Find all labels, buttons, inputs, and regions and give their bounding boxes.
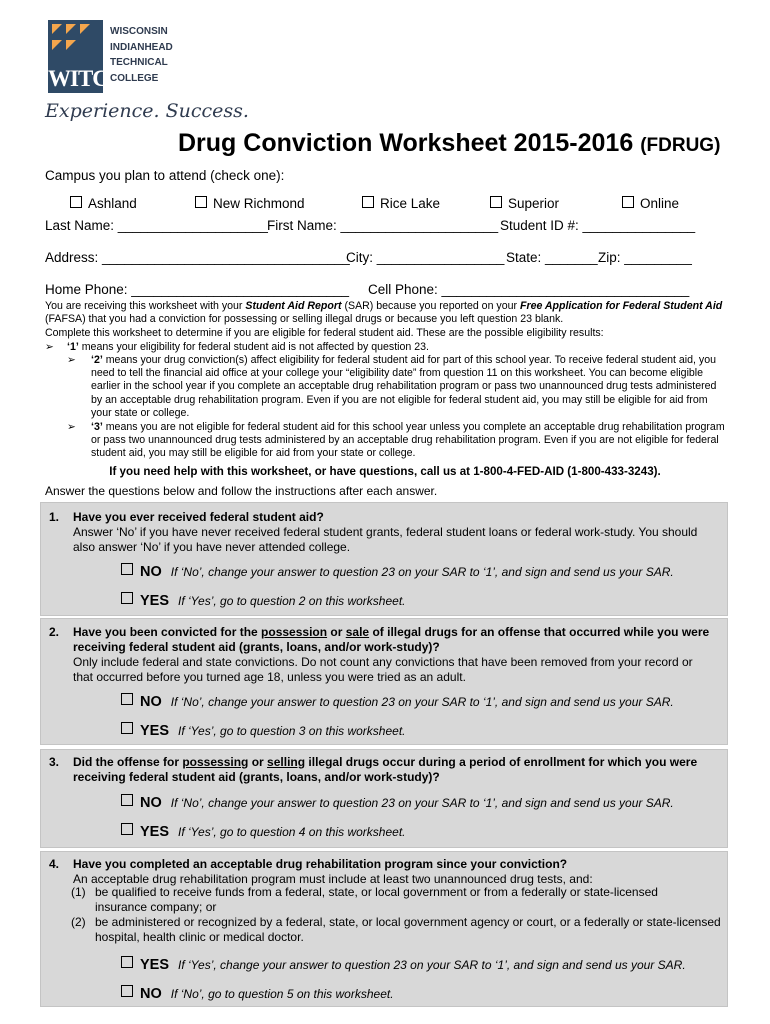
question-number: 3.: [49, 755, 60, 769]
answer-yes[interactable]: YES If ‘Yes’, go to question 2 on this worksheet.: [121, 592, 405, 610]
answer-no[interactable]: NO If ‘No’, change your answer to question 23 on your SAR to ‘1’, and sign and send us your SAR.: [121, 563, 674, 581]
question-body: Answer ‘No’ if you have never received federal student grants, federal student loans or federal work-study. You should also answer ‘No’ if you have never attended college.: [73, 525, 698, 554]
logo-text: WITC: [48, 66, 108, 91]
arrow-bullet-icon: ➢: [67, 354, 76, 366]
campus-option-ashland[interactable]: Ashland: [70, 196, 137, 211]
question-title: Have you ever received federal student aid?: [73, 510, 324, 524]
intro-eligibility: Complete this worksheet to determine if you are eligible for federal student aid. These are the possible eligibility results:: [45, 327, 604, 339]
requirement-2: (2) be administered or recognized by a federal, state, or local government agency or court, or a federally or state-licensed hospital, health clinic or medical doctor.: [71, 915, 721, 944]
question-title: Have you completed an acceptable drug rehabilitation program since your conviction?: [73, 857, 568, 871]
arrow-bullet-icon: ➢: [45, 341, 54, 353]
answer-yes[interactable]: YES If ‘Yes’, change your answer to question 23 on your SAR to ‘1’, and sign and send us your SAR.: [121, 956, 686, 974]
requirement-1: (1) be qualified to receive funds from a federal, state, or local government or from a federally or state-licensed insurance company; or: [71, 885, 658, 914]
question-number: 1.: [49, 510, 60, 524]
checkbox[interactable]: [121, 563, 133, 575]
home-phone-field[interactable]: Home Phone: _____________________________: [45, 282, 350, 297]
campus-option-rice-lake[interactable]: Rice Lake: [362, 196, 440, 211]
checkbox[interactable]: [121, 722, 133, 734]
question-1: [40, 502, 728, 616]
checkbox[interactable]: [121, 823, 133, 835]
answer-yes[interactable]: YES If ‘Yes’, go to question 4 on this worksheet.: [121, 823, 405, 841]
last-name-field[interactable]: Last Name: ____________________: [45, 218, 268, 233]
checkbox[interactable]: [121, 956, 133, 968]
checkbox[interactable]: [121, 693, 133, 705]
answer-no[interactable]: NO If ‘No’, go to question 5 on this worksheet.: [121, 985, 394, 1003]
question-number: 4.: [49, 857, 60, 871]
campus-option-online[interactable]: Online: [622, 196, 679, 211]
zip-field[interactable]: Zip: _________: [598, 250, 692, 265]
question-4: [40, 851, 728, 1007]
arrow-bullet-icon: ➢: [67, 421, 76, 433]
state-field[interactable]: State: _______: [506, 250, 598, 265]
checkbox[interactable]: [195, 196, 207, 208]
campus-option-new-richmond[interactable]: New Richmond: [195, 196, 305, 211]
address-field[interactable]: Address: _________________________________: [45, 250, 350, 265]
intro-paragraph: You are receiving this worksheet with your Student Aid Report (SAR) because you reported on your Free Application for Federal Student Aid (FAFSA) that you had a conviction for possessing or selling illegal drugs or because you left question 23 blank.: [45, 300, 723, 326]
question-3: [40, 749, 728, 848]
checkbox[interactable]: [622, 196, 634, 208]
answer-no[interactable]: NO If ‘No’, change your answer to question 23 on your SAR to ‘1’, and sign and send us your SAR.: [121, 794, 674, 812]
college-name: WISCONSIN INDIANHEAD TECHNICAL COLLEGE: [110, 26, 173, 84]
question-body: An acceptable drug rehabilitation program must include at least two unannounced drug tests, and:: [73, 872, 593, 886]
checkbox[interactable]: [121, 985, 133, 997]
checkbox[interactable]: [490, 196, 502, 208]
checkbox[interactable]: [121, 794, 133, 806]
checkbox[interactable]: [70, 196, 82, 208]
first-name-field[interactable]: First Name: _____________________: [267, 218, 499, 233]
title-code: (FDRUG): [640, 135, 721, 156]
result-2: ➢ ‘2’ means your drug conviction(s) affect eligibility for federal student aid for part of this school year. To receive federal student aid, you need to tell the financial aid office at your college your “eligibility date” from question 11 on this worksheet. You can become eligible earlier in the school year if you complete an acceptable drug rehabilitation program or pass two unannounced drug tests administered by an acceptable drug rehabilitation program. Even if you are not eligible for federal student aid, you may still be eligible for aid from your state or college.: [67, 354, 717, 419]
result-3: ➢ ‘3’ means you are not eligible for federal student aid for this school year unless you complete an acceptable drug rehabilitation program or pass two unannounced drug tests administered by an acceptable drug rehabilitation program. Even if you are not eligible for federal student aid, you may still be eligible for aid from your state or college.: [67, 421, 725, 460]
answer-no[interactable]: NO If ‘No’, change your answer to question 23 on your SAR to ‘1’, and sign and send us your SAR.: [121, 693, 674, 711]
answer-instructions: Answer the questions below and follow the instructions after each answer.: [45, 484, 438, 498]
question-number: 2.: [49, 625, 60, 639]
tagline: Experience. Success.: [45, 100, 249, 122]
help-line: If you need help with this worksheet, or have questions, call us at 1-800-4-FED-AID (1-800-433-3243).: [109, 465, 661, 478]
campus-prompt: Campus you plan to attend (check one):: [45, 168, 285, 183]
student-id-field[interactable]: Student ID #: _______________: [500, 218, 696, 233]
checkbox[interactable]: [121, 592, 133, 604]
question-body: Only include federal and state convictions. Do not count any convictions that have been removed from your record or that occurred before you turned age 18, unless you were tried as an adult.: [73, 655, 693, 684]
cell-phone-field[interactable]: Cell Phone: _________________________________: [368, 282, 690, 297]
question-title: Have you been convicted for the possession or sale of illegal drugs for an offense that occurred while you were receiving federal student aid (grants, loans, and/or work-study)?: [73, 625, 710, 654]
question-2: [40, 618, 728, 745]
answer-yes[interactable]: YES If ‘Yes’, go to question 3 on this worksheet.: [121, 722, 405, 740]
page-title: [178, 129, 720, 158]
checkbox[interactable]: [362, 196, 374, 208]
city-field[interactable]: City: _________________: [346, 250, 505, 265]
result-1: ➢ ‘1’ means your eligibility for federal student aid is not affected by question 23.: [45, 341, 429, 353]
campus-option-superior[interactable]: Superior: [490, 196, 559, 211]
question-title: Did the offense for possessing or selling illegal drugs occur during a period of enrollment for which you were receiving federal student aid (grants, loans, and/or work-study)?: [73, 755, 698, 784]
title-main: Drug Conviction Worksheet 2015-2016: [178, 129, 634, 157]
